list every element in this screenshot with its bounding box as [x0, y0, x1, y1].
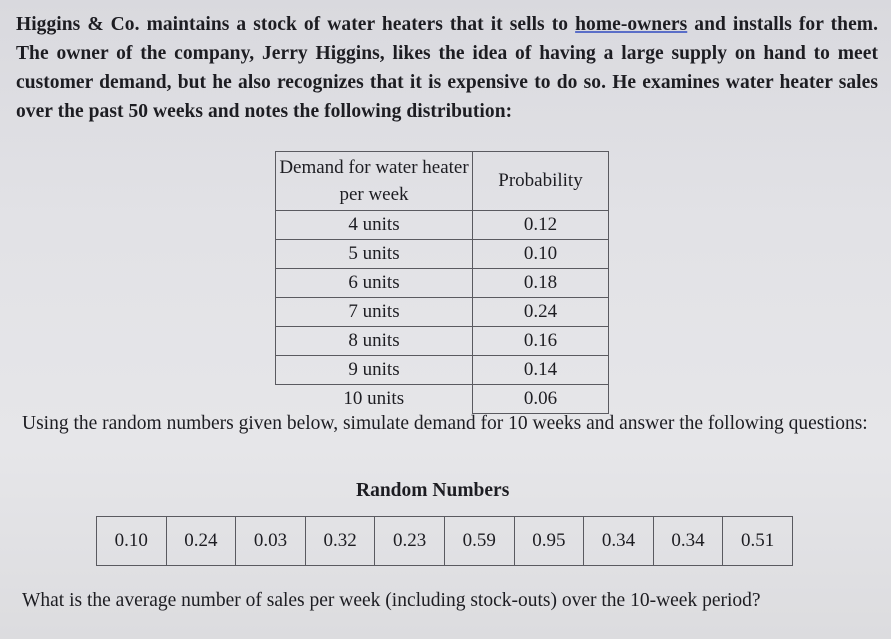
- random-number-cell: 0.34: [653, 517, 723, 566]
- random-number-cell: 0.10: [97, 517, 167, 566]
- demand-cell: 9 units: [276, 356, 473, 385]
- distribution-row: [276, 356, 609, 385]
- instruction-text: Using the random numbers given below, simulate demand for 10 weeks and answer the following questions:: [22, 413, 868, 434]
- random-number-cell: 0.34: [584, 517, 654, 566]
- probability-cell: 0.14: [473, 356, 609, 385]
- random-number-cell: 0.95: [514, 517, 584, 566]
- demand-column-header: Demand for water heater per week: [276, 152, 473, 211]
- random-number-cell: 0.32: [305, 517, 375, 566]
- distribution-row: [276, 269, 609, 298]
- probability-cell: 0.16: [473, 327, 609, 356]
- intro-text-1: Higgins & Co. maintains a stock of water heaters that it sells to: [16, 14, 576, 35]
- probability-cell: 0.24: [473, 298, 609, 327]
- random-number-cell: 0.51: [723, 517, 793, 566]
- probability-cell: 0.12: [473, 211, 609, 240]
- probability-cell: 0.10: [473, 240, 609, 269]
- intro-text-2: and installs for them. The owner of the company, Jerry Higgins, likes the idea of having a large supply on hand to meet customer demand, but he also recognizes that it is expensive to do so. He examines water heater sales over the past 50 weeks and notes the following distribution:: [16, 14, 878, 122]
- random-numbers-title: Random Numbers: [356, 480, 510, 501]
- probability-cell: 0.18: [473, 269, 609, 298]
- demand-cell: 5 units: [276, 240, 473, 269]
- probability-column-header: Probability: [473, 152, 609, 211]
- random-number-cell: 0.23: [375, 517, 445, 566]
- distribution-row: [276, 327, 609, 356]
- question-text: What is the average number of sales per week (including stock-outs) over the 10-week period?: [22, 590, 761, 611]
- demand-cell: 7 units: [276, 298, 473, 327]
- demand-cell: 8 units: [276, 327, 473, 356]
- problem-intro: [16, 10, 878, 126]
- demand-cell: 10 units: [276, 385, 473, 414]
- random-number-cell: 0.03: [236, 517, 306, 566]
- distribution-header-row: [276, 152, 609, 211]
- distribution-row: [276, 211, 609, 240]
- home-owners-link[interactable]: home-owners: [575, 14, 688, 35]
- probability-cell: 0.06: [473, 385, 609, 414]
- distribution-row: [276, 298, 609, 327]
- demand-distribution-table: [275, 151, 609, 414]
- distribution-row: [276, 240, 609, 269]
- demand-cell: 6 units: [276, 269, 473, 298]
- random-number-cell: 0.59: [444, 517, 514, 566]
- random-number-cell: 0.24: [166, 517, 236, 566]
- random-numbers-row: [97, 517, 793, 566]
- random-numbers-table: [96, 516, 793, 566]
- demand-cell: 4 units: [276, 211, 473, 240]
